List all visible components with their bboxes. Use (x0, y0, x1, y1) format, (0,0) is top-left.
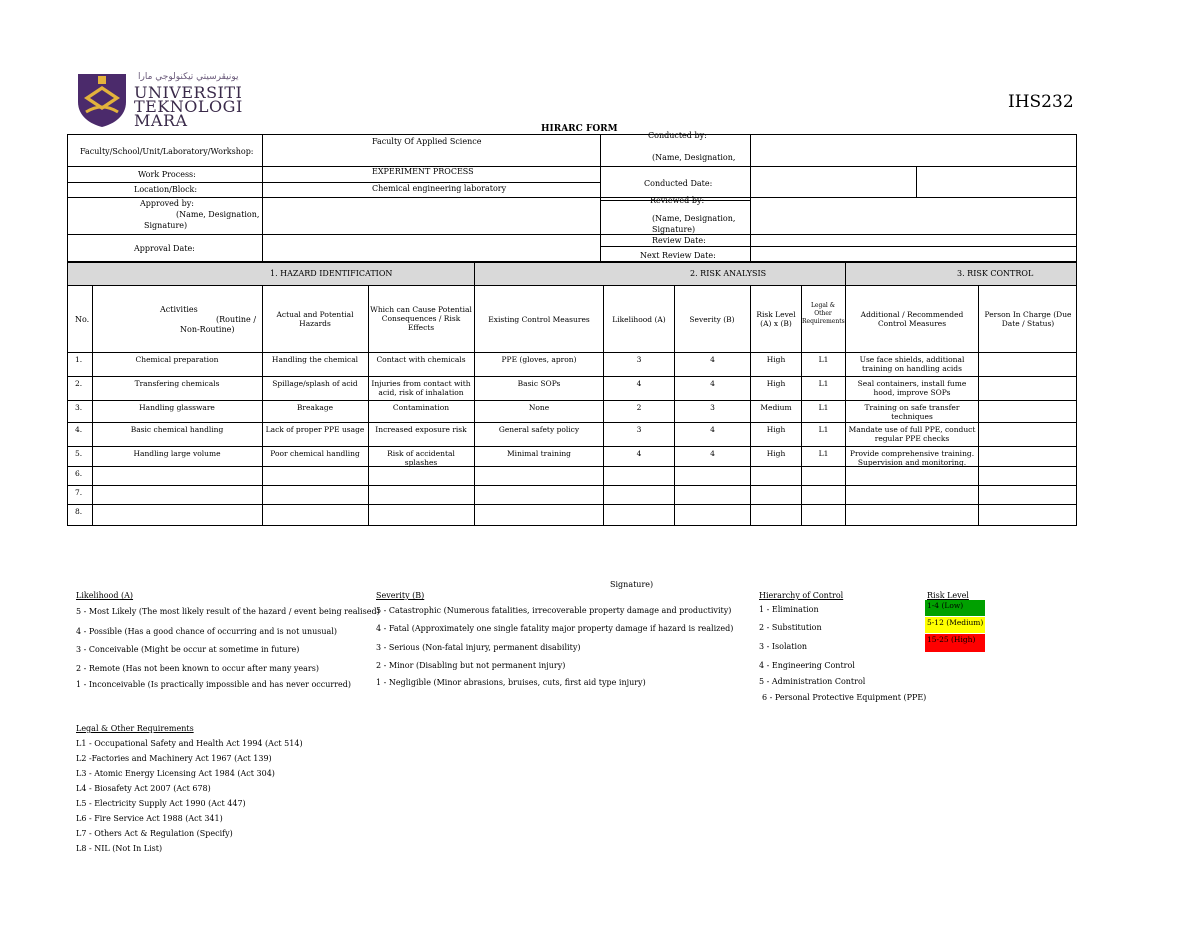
faculty-value[interactable]: Faculty Of Applied Science (372, 137, 482, 146)
conducted-by-sub: (Name, Designation, (652, 153, 736, 162)
cell-severity[interactable]: 3 (710, 403, 715, 412)
col-activities-3: Non-Routine) (180, 325, 235, 334)
cell-activity[interactable]: Chemical preparation (135, 355, 219, 364)
cell-risk[interactable]: High (766, 449, 786, 458)
university-name-2: TEKNOLOGI (134, 97, 243, 116)
faculty-label: Faculty/School/Unit/Laboratory/Workshop: (80, 147, 254, 156)
cell-additional[interactable]: Training on safe transfer techniques (864, 403, 960, 421)
cell-likelihood[interactable]: 4 (636, 379, 642, 388)
cell-existing[interactable]: Basic SOPs (517, 379, 561, 388)
work-process-label: Work Process: (138, 170, 196, 179)
col-activities-1: Activities (160, 305, 198, 314)
cell-legal[interactable]: L1 (818, 425, 829, 434)
likelihood-item: 2 - Remote (Has not been known to occur after many years) (76, 664, 319, 673)
approved-by-sub1: (Name, Designation, (176, 210, 260, 219)
jawi-text: ﻳﻮﻧﻴﭭﺮﺳﻴﺘﻲ ﺗﻴﻜﻨﻮﻟﻮﺟﻲ ﻣﺎرا (138, 72, 239, 82)
severity-item: 5 - Catastrophic (Numerous fatalities, irrecoverable property damage and productivity) (376, 606, 732, 615)
col-additional: Additional / Recommended Control Measures (860, 310, 964, 328)
course-code: IHS232 (1008, 92, 1074, 112)
col-activities-2: (Routine / (216, 315, 257, 324)
uitm-logo (76, 72, 243, 130)
hierarchy-item: 4 - Engineering Control (759, 661, 855, 670)
severity-item: 1 - Negligible (Minor abrasions, bruises, cuts, first aid type injury) (376, 678, 646, 687)
cell-existing[interactable]: Minimal training (506, 449, 571, 458)
risk-level-low: 1-4 (Low) (925, 600, 985, 616)
hierarchy-title: Hierarchy of Control (759, 591, 844, 600)
section-hazard: 1. HAZARD IDENTIFICATION (270, 269, 393, 278)
legal-title: Legal & Other Requirements (76, 724, 194, 733)
likelihood-title: Likelihood (A) (76, 591, 134, 600)
cell-activity[interactable]: Transfering chemicals (134, 379, 220, 388)
cell-hazard[interactable]: Spillage/splash of acid (272, 379, 358, 388)
col-hazards: Actual and Potential Hazards (276, 310, 354, 328)
cell-no[interactable]: 6. (75, 469, 83, 478)
cell-additional[interactable]: Seal containers, install fume hood, improve SOPs (857, 379, 967, 397)
cell-legal[interactable]: L1 (818, 379, 829, 388)
likelihood-item: 4 - Possible (Has a good chance of occurring and is not unusual) (76, 627, 337, 636)
cell-no[interactable]: 3. (75, 403, 83, 412)
cell-no[interactable]: 8. (75, 507, 83, 516)
cell-risk[interactable]: High (766, 379, 786, 388)
hierarchy-item: 6 - Personal Protective Equipment (PPE) (762, 693, 927, 702)
reviewed-by-sub2: Signature) (652, 225, 696, 234)
col-consequences: Which can Cause Potential Consequences / Risk Effects (370, 305, 472, 332)
cell-no[interactable]: 1. (75, 355, 83, 364)
cell-consequence[interactable]: Contamination (392, 403, 450, 412)
likelihood-item: 5 - Most Likely (The most likely result of the hazard / event being realised) (76, 607, 380, 616)
legal-item: L1 - Occupational Safety and Health Act 1994 (Act 514) (76, 739, 303, 748)
section-risk-control: 3. RISK CONTROL (957, 269, 1034, 278)
legal-item: L7 - Others Act & Regulation (Specify) (76, 829, 233, 838)
university-name-3: MARA (134, 111, 188, 130)
cell-existing[interactable]: General safety policy (498, 425, 580, 434)
cell-no[interactable]: 4. (75, 425, 83, 434)
cell-risk[interactable]: High (766, 355, 786, 364)
cell-existing[interactable]: None (528, 403, 550, 412)
cell-legal[interactable]: L1 (818, 449, 829, 458)
cell-consequence[interactable]: Contact with chemicals (376, 355, 466, 364)
cell-no[interactable]: 7. (75, 488, 83, 497)
cell-likelihood[interactable]: 3 (636, 425, 642, 434)
severity-item: 3 - Serious (Non-fatal injury, permanent disability) (376, 643, 581, 652)
section-risk-analysis: 2. RISK ANALYSIS (690, 269, 767, 278)
cell-legal[interactable]: L1 (818, 403, 829, 412)
cell-no[interactable]: 2. (75, 379, 83, 388)
cell-additional[interactable]: Provide comprehensive training. Supervision and monitoring. (849, 449, 975, 467)
review-date-label: Review Date: (652, 236, 706, 245)
legal-item: L8 - NIL (Not In List) (76, 844, 163, 853)
cell-activity[interactable]: Basic chemical handling (130, 425, 224, 434)
conducted-by-label: Conducted by: (648, 131, 707, 140)
approved-by-label: Approved by: (140, 199, 194, 208)
legal-item: L2 -Factories and Machinery Act 1967 (Act 139) (76, 754, 272, 763)
conducted-date-label: Conducted Date: (644, 179, 713, 188)
cell-hazard[interactable]: Lack of proper PPE usage (265, 425, 365, 434)
university-name-1: UNIVERSITI (134, 83, 243, 102)
likelihood-item: 1 - Inconceivable (Is practically impossible and has never occurred) (76, 680, 352, 689)
cell-likelihood[interactable]: 4 (636, 449, 642, 458)
cell-activity[interactable]: Handling large volume (133, 449, 221, 458)
risk-level-medium: 5-12 (Medium) (925, 617, 985, 633)
cell-additional[interactable]: Use face shields, additional training on handling acids (859, 355, 965, 373)
cell-existing[interactable]: PPE (gloves, apron) (501, 355, 577, 364)
col-risk-level: Risk Level (A) x (B) (756, 310, 796, 328)
likelihood-item: 3 - Conceivable (Might be occur at sometime in future) (76, 645, 300, 654)
risk-level-title: Risk Level (927, 591, 969, 600)
legal-item: L6 - Fire Service Act 1988 (Act 341) (76, 814, 223, 823)
reviewed-by-sub1: (Name, Designation, (652, 214, 736, 223)
hierarchy-item: 1 - Elimination (759, 605, 819, 614)
col-legal: Legal & Other Requirements (802, 302, 845, 325)
hierarchy-item: 2 - Substitution (759, 623, 822, 632)
cell-hazard[interactable]: Handling the chemical (271, 355, 359, 364)
col-likelihood: Likelihood (A) (612, 315, 666, 324)
cell-consequence[interactable]: Risk of accidental splashes (387, 449, 455, 467)
cell-risk[interactable]: High (766, 425, 786, 434)
cell-activity[interactable]: Handling glassware (139, 403, 215, 412)
risk-level-high: 15-25 (High) (925, 634, 985, 652)
col-pic: Person In Charge (Due Date / Status) (984, 310, 1072, 328)
severity-item: 4 - Fatal (Approximately one single fatality major property damage if hazard is realized) (376, 624, 734, 633)
col-no: No. (75, 315, 90, 324)
location-label: Location/Block: (134, 185, 198, 194)
location-value[interactable]: Chemical engineering laboratory (372, 184, 507, 193)
legal-item: L4 - Biosafety Act 2007 (Act 678) (76, 784, 211, 793)
cell-likelihood[interactable]: 2 (636, 403, 642, 412)
signature-label: Signature) (610, 580, 654, 589)
hierarchy-item: 5 - Administration Control (759, 677, 866, 686)
col-severity: Severity (B) (689, 315, 735, 324)
hierarchy-item: 3 - Isolation (759, 642, 808, 651)
cell-legal[interactable]: L1 (818, 355, 829, 364)
cell-consequence[interactable]: Increased exposure risk (375, 425, 467, 434)
col-existing: Existing Control Measures (488, 315, 590, 324)
form-title: HIRARC FORM (541, 124, 618, 134)
work-process-value[interactable]: EXPERIMENT PROCESS (372, 167, 474, 176)
cell-hazard[interactable]: Poor chemical handling (270, 449, 360, 458)
cell-consequence[interactable]: Injuries from contact with acid, risk of inhalation (371, 379, 471, 397)
approval-date-label: Approval Date: (134, 244, 195, 253)
next-review-date-label: Next Review Date: (640, 251, 716, 260)
cell-additional[interactable]: Mandate use of full PPE, conduct regular PPE checks (848, 425, 976, 443)
legal-item: L5 - Electricity Supply Act 1990 (Act 447) (76, 799, 246, 808)
cell-severity[interactable]: 4 (710, 355, 715, 364)
uitm-crest-icon (76, 72, 128, 128)
cell-risk[interactable]: Medium (760, 403, 792, 412)
cell-severity[interactable]: 4 (710, 379, 715, 388)
severity-item: 2 - Minor (Disabling but not permanent injury) (376, 661, 566, 670)
reviewed-by-label: Reviewed by: (650, 196, 705, 205)
cell-severity[interactable]: 4 (710, 449, 715, 458)
legal-item: L3 - Atomic Energy Licensing Act 1984 (Act 304) (76, 769, 275, 778)
cell-likelihood[interactable]: 3 (636, 355, 642, 364)
cell-hazard[interactable]: Breakage (296, 403, 334, 412)
cell-severity[interactable]: 4 (710, 425, 715, 434)
severity-title: Severity (B) (376, 591, 425, 600)
cell-no[interactable]: 5. (75, 449, 83, 458)
approved-by-sub2: Signature) (144, 221, 188, 230)
section-header-bg (67, 263, 1076, 285)
